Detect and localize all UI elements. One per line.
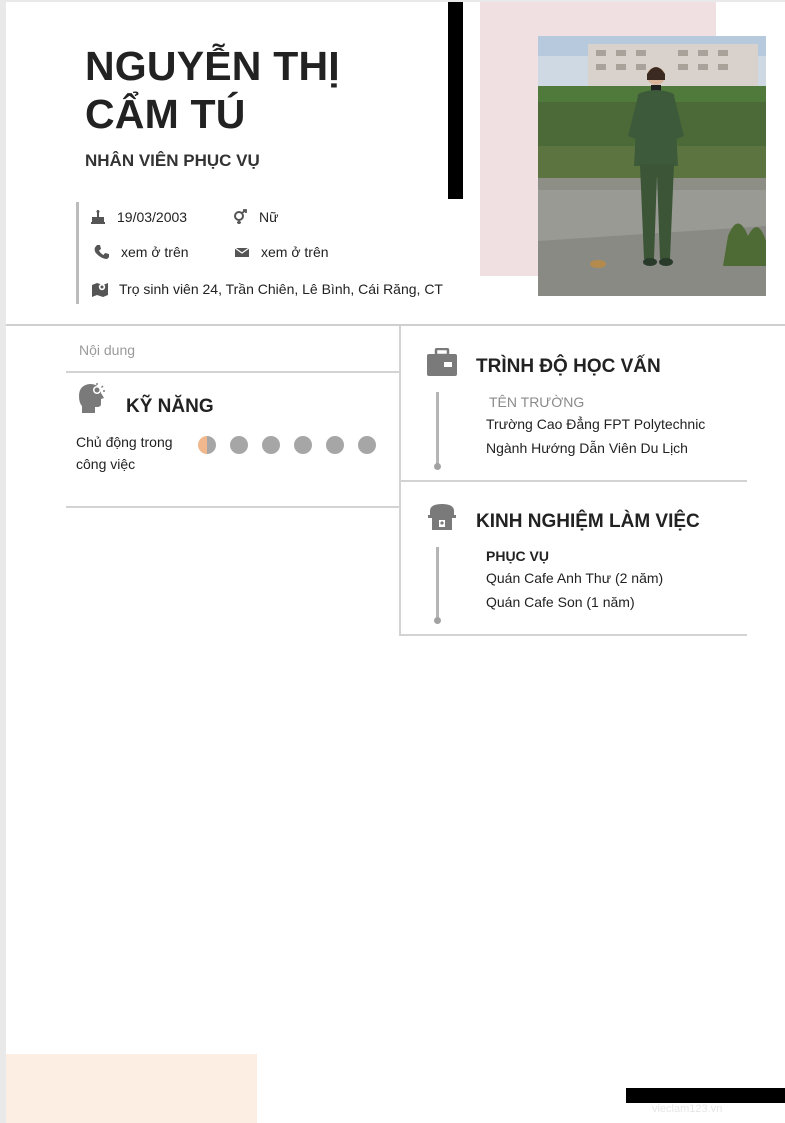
divider xyxy=(401,480,747,482)
info-address xyxy=(91,280,443,298)
info-gender xyxy=(231,208,278,226)
reception-bell-icon xyxy=(426,502,458,532)
job-item: Quán Cafe Anh Thư (2 năm) xyxy=(486,570,664,586)
cv-page xyxy=(6,2,785,1123)
gender-icon xyxy=(231,208,249,226)
personal-info xyxy=(76,202,456,304)
job-role: PHỤC VỤ xyxy=(486,548,550,564)
candidate-name: NGUYỄN THỊ CẨM TÚ xyxy=(85,43,340,137)
rating-dot xyxy=(326,436,344,454)
phone-text: xem ở trên xyxy=(121,244,189,260)
map-marker-icon xyxy=(91,280,109,298)
candidate-position: NHÂN VIÊN PHỤC VỤ xyxy=(85,151,260,170)
footer-accent-bar xyxy=(626,1088,785,1103)
gender-text: Nữ xyxy=(259,209,279,225)
birthday-text: 19/03/2003 xyxy=(117,209,188,225)
experience-title: KINH NGHIỆM LÀM VIỆC xyxy=(476,511,700,532)
school-label: TÊN TRƯỜNG xyxy=(489,394,585,410)
skills-title: KỸ NĂNG xyxy=(126,396,214,417)
rating-dot xyxy=(294,436,312,454)
divider xyxy=(401,634,747,636)
experience-timeline xyxy=(436,547,439,620)
profile-photo xyxy=(538,36,766,296)
info-email xyxy=(233,243,329,261)
rating-dot xyxy=(262,436,280,454)
rating-dot xyxy=(358,436,376,454)
footer-accent-block xyxy=(6,1054,257,1123)
timeline-dot xyxy=(434,463,441,470)
info-phone xyxy=(93,243,189,261)
timeline-dot xyxy=(434,617,441,624)
phone-icon xyxy=(93,243,111,261)
major-name: Ngành Hướng Dẫn Viên Du Lịch xyxy=(486,440,688,456)
rating-dot xyxy=(230,436,248,454)
divider xyxy=(66,506,400,508)
address-text: Trọ sinh viên 24, Trần Chiên, Lê Bình, Cái Răng, CT xyxy=(119,281,443,297)
cake-icon xyxy=(89,208,107,226)
briefcase-icon xyxy=(426,348,458,378)
school-name: Trường Cao Đẳng FPT Polytechnic xyxy=(486,416,706,432)
rating-dot xyxy=(198,436,216,454)
info-birthday xyxy=(89,208,187,226)
divider xyxy=(66,371,400,373)
skill-rating xyxy=(198,436,390,454)
job-item: Quán Cafe Son (1 năm) xyxy=(486,594,635,610)
content-placeholder[interactable]: Nội dung xyxy=(79,342,136,358)
skill-name: Chủ động trong công việc xyxy=(76,434,173,472)
header-divider xyxy=(6,324,785,326)
header-accent-bar xyxy=(448,2,463,199)
head-lightbulb-icon xyxy=(75,382,109,414)
watermark: vieclam123.vn xyxy=(652,1103,723,1115)
envelope-icon xyxy=(233,243,251,261)
education-title: TRÌNH ĐỘ HỌC VẤN xyxy=(476,356,661,377)
email-text: xem ở trên xyxy=(261,244,329,260)
education-timeline xyxy=(436,392,439,466)
